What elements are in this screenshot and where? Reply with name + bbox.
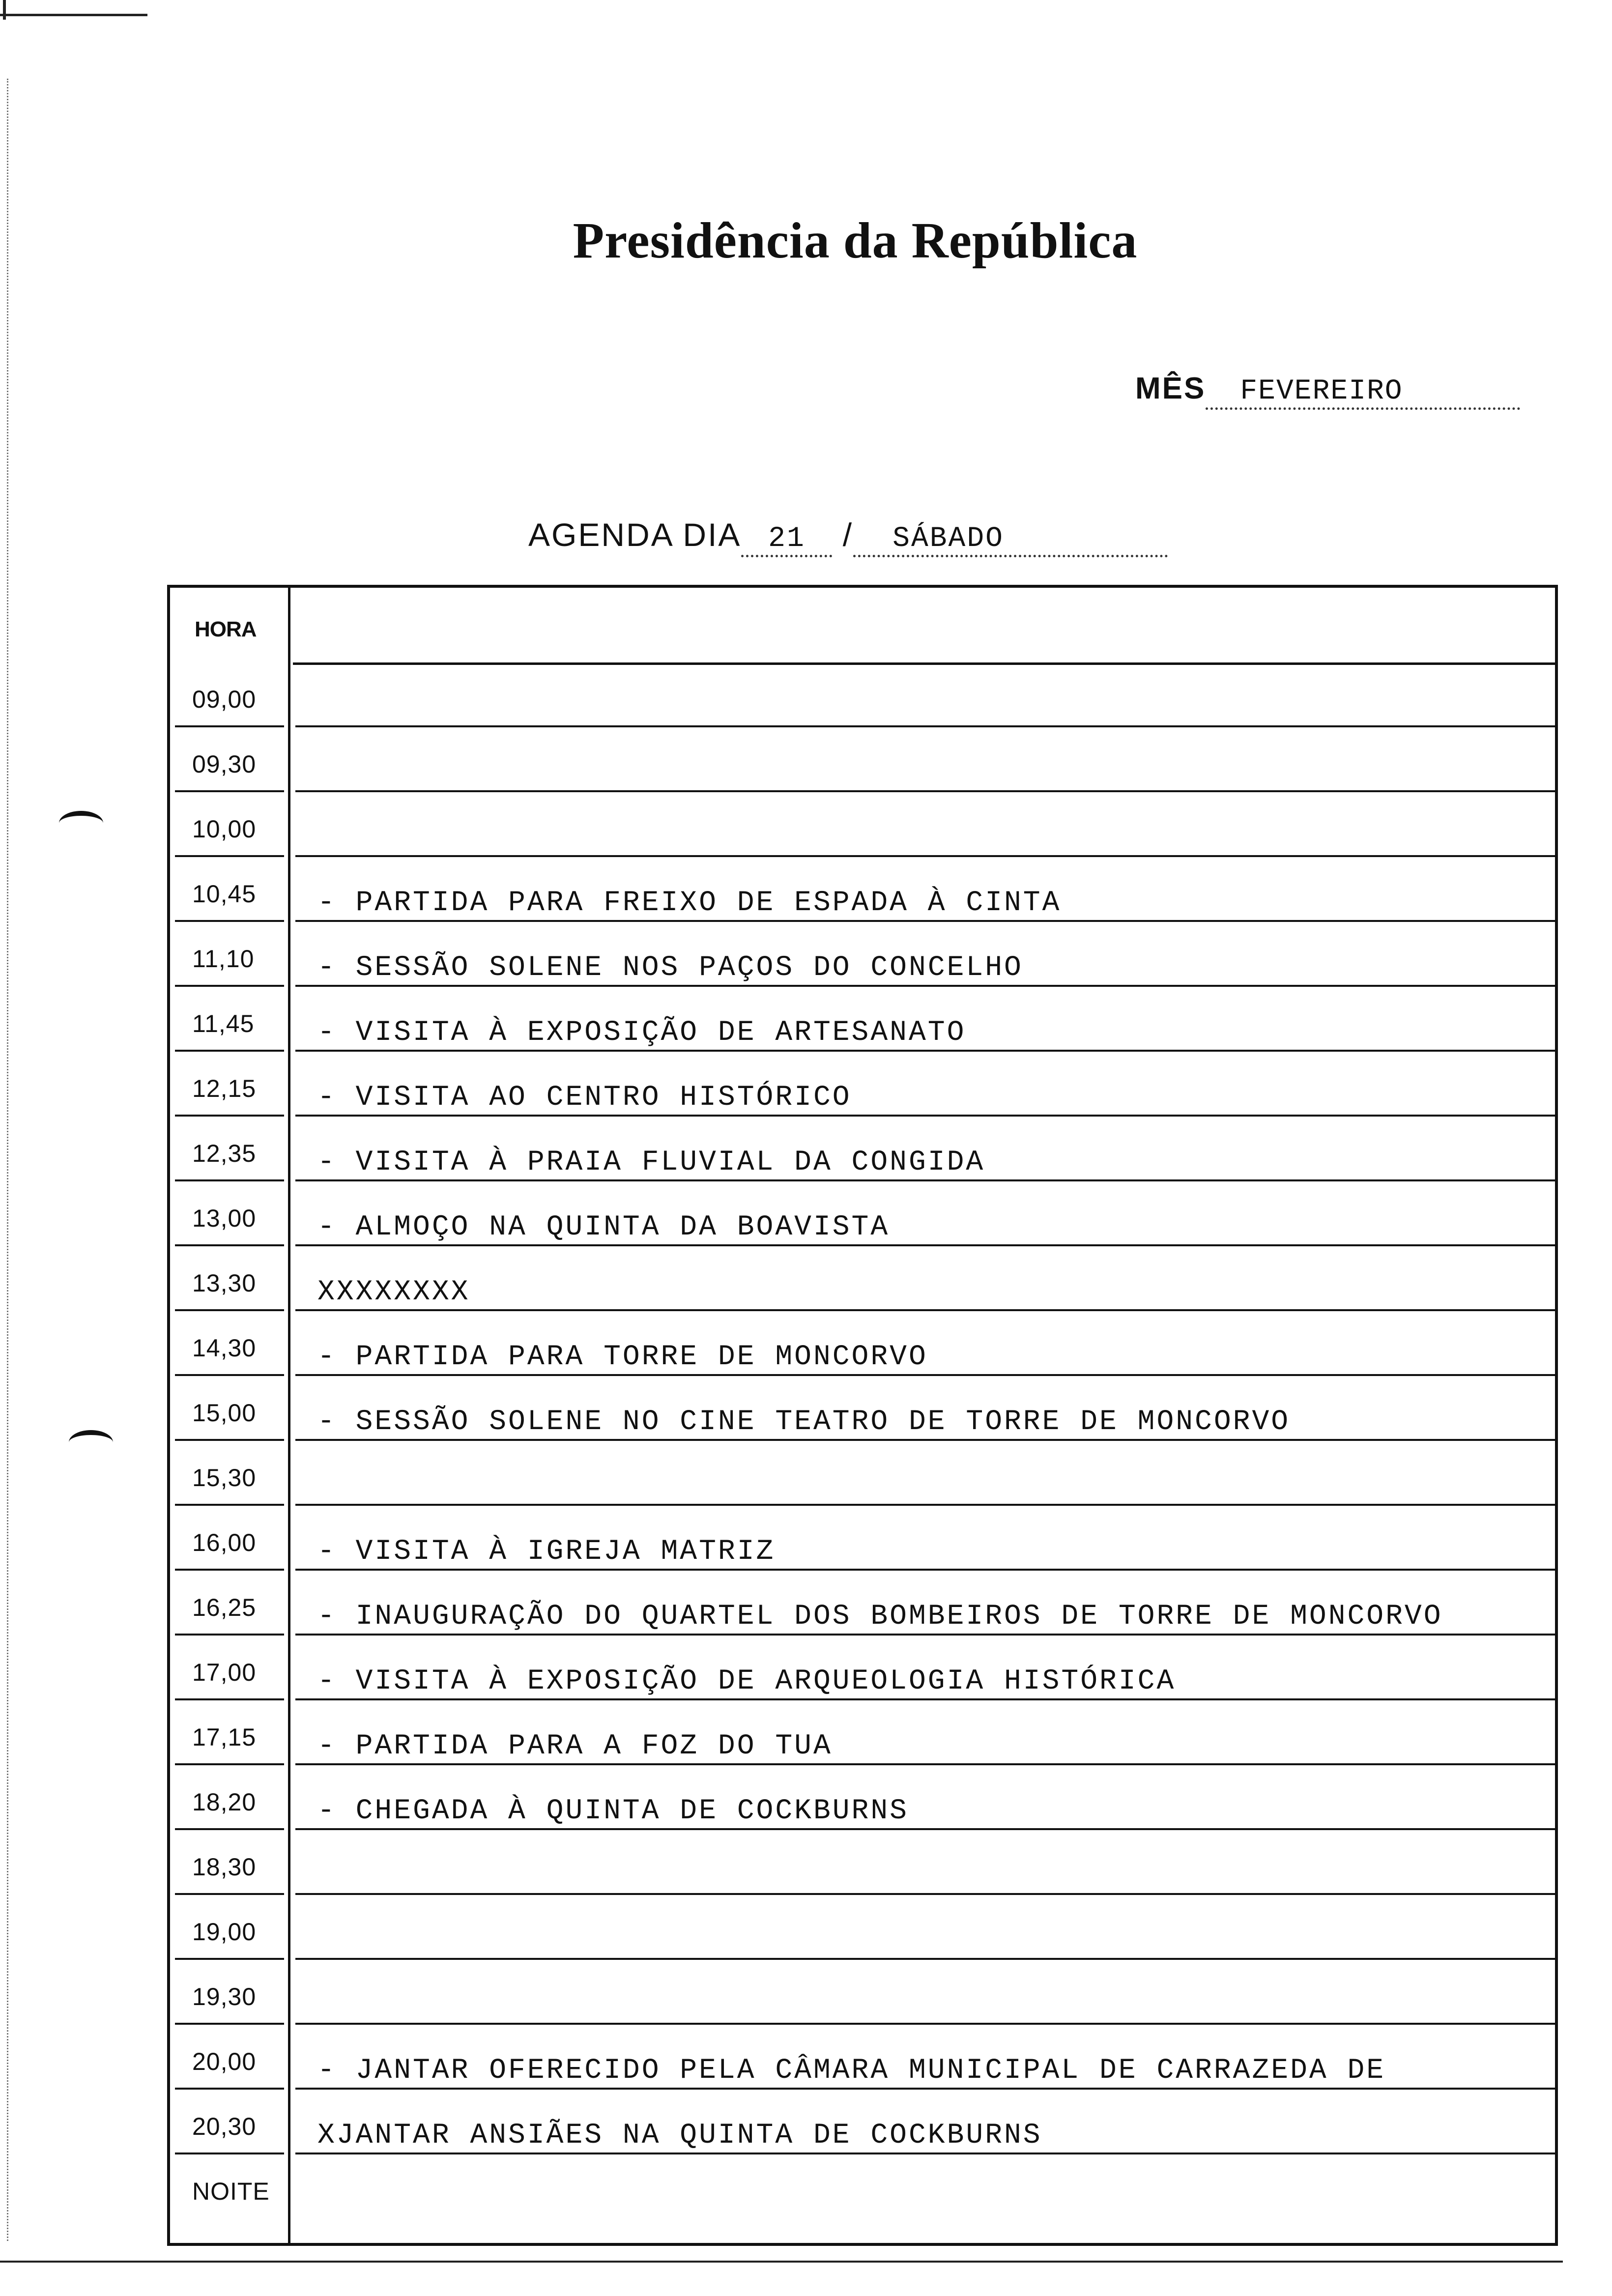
activity-cell: - VISITA À IGREJA MATRIZ	[317, 1536, 776, 1568]
hora-cell: 09,00	[192, 686, 257, 713]
hora-cell: 20,00	[192, 2048, 257, 2075]
table-row	[170, 1895, 1555, 1960]
month-value: FEVEREIRO	[1206, 375, 1520, 410]
hora-cell: 10,00	[192, 815, 257, 843]
hora-cell: 12,15	[192, 1075, 257, 1102]
table-row	[170, 1052, 1555, 1117]
punch-hole-mark	[69, 1430, 113, 1455]
hora-cell: 10,45	[192, 880, 257, 908]
agenda-table	[167, 585, 1558, 2246]
hora-cell: 13,30	[192, 1269, 257, 1297]
agenda-day-field	[528, 516, 1168, 557]
hora-cell: 11,10	[192, 945, 255, 973]
activity-cell: - SESSÃO SOLENE NO CINE TEATRO DE TORRE DE MONCORVO	[317, 1406, 1291, 1438]
table-row	[170, 662, 1555, 727]
hora-cell: 18,20	[192, 1788, 257, 1816]
activity-cell: - SESSÃO SOLENE NOS PAÇOS DO CONCELHO	[317, 952, 1023, 984]
hora-cell: 17,00	[192, 1659, 257, 1686]
table-row	[170, 1700, 1555, 1765]
activity-cell: - VISITA À EXPOSIÇÃO DE ARQUEOLOGIA HISTÓRICA	[317, 1665, 1176, 1697]
activity-cell: - PARTIDA PARA TORRE DE MONCORVO	[317, 1341, 928, 1373]
table-row	[170, 1960, 1555, 2025]
punch-hole-mark	[59, 811, 103, 835]
table-row	[170, 1376, 1555, 1441]
table-row	[170, 1830, 1555, 1895]
table-row	[170, 1636, 1555, 1700]
table-row	[170, 1506, 1555, 1571]
table-row	[170, 2090, 1555, 2154]
activity-cell: - CHEGADA À QUINTA DE COCKBURNS	[317, 1795, 909, 1827]
hora-cell: NOITE	[192, 2178, 270, 2205]
month-field	[1135, 371, 1520, 410]
hora-cell: 19,00	[192, 1918, 257, 1946]
table-row	[170, 987, 1555, 1052]
table-row	[170, 1311, 1555, 1376]
activity-cell: - INAUGURAÇÃO DO QUARTEL DOS BOMBEIROS DE TORRE DE MONCORVO	[317, 1601, 1443, 1633]
activity-cell: - VISITA AO CENTRO HISTÓRICO	[317, 1082, 852, 1114]
hora-cell: 13,00	[192, 1205, 257, 1232]
hora-cell: 18,30	[192, 1853, 257, 1881]
agenda-weekday: SÁBADO	[853, 523, 1168, 557]
activity-cell: XJANTAR ANSIÃES NA QUINTA DE COCKBURNS	[317, 2120, 1042, 2152]
agenda-day: 21	[741, 523, 832, 557]
hora-cell: 09,30	[192, 750, 257, 778]
page-bottom-line	[0, 2261, 1563, 2263]
hora-cell: 15,30	[192, 1464, 257, 1492]
page-title: Presidência da República	[573, 212, 1138, 269]
hora-cell: 20,30	[192, 2113, 257, 2140]
activity-cell: - VISITA À PRAIA FLUVIAL DA CONGIDA	[317, 1147, 985, 1178]
hora-cell: 16,25	[192, 1594, 257, 1621]
hora-cell: 16,00	[192, 1529, 257, 1556]
table-row	[170, 857, 1555, 922]
activity-cell: XXXXXXXX	[317, 1276, 470, 1308]
table-row	[170, 792, 1555, 857]
activity-cell: - JANTAR OFERECIDO PELA CÂMARA MUNICIPAL DE CARRAZEDA DE	[317, 2055, 1386, 2087]
table-row	[170, 1571, 1555, 1636]
table-row	[170, 922, 1555, 987]
hora-cell: 19,30	[192, 1983, 257, 2010]
table-row	[170, 1181, 1555, 1246]
activity-cell: - ALMOÇO NA QUINTA DA BOAVISTA	[317, 1211, 890, 1243]
scan-mark	[0, 14, 147, 16]
hora-cell: 14,30	[192, 1334, 257, 1362]
table-row	[170, 1117, 1555, 1181]
agenda-separator: /	[842, 517, 854, 553]
activity-cell: - PARTIDA PARA FREIXO DE ESPADA À CINTA	[317, 887, 1062, 919]
scan-mark	[3, 0, 6, 20]
table-row	[170, 727, 1555, 792]
table-row	[170, 1441, 1555, 1506]
month-label: MÊS	[1135, 372, 1206, 405]
hora-header: HORA	[195, 617, 257, 641]
table-row	[170, 1765, 1555, 1830]
scan-edge	[7, 79, 8, 2241]
activity-cell: - VISITA À EXPOSIÇÃO DE ARTESANATO	[317, 1017, 966, 1049]
hora-cell: 15,00	[192, 1399, 257, 1427]
table-row	[170, 2154, 1555, 2219]
table-row	[170, 2025, 1555, 2090]
activity-cell: - PARTIDA PARA A FOZ DO TUA	[317, 1730, 833, 1762]
hora-cell: 11,45	[192, 1010, 255, 1037]
table-row	[170, 1246, 1555, 1311]
hora-cell: 12,35	[192, 1140, 257, 1167]
hora-cell: 17,15	[192, 1723, 257, 1751]
agenda-label: AGENDA DIA	[528, 517, 742, 553]
